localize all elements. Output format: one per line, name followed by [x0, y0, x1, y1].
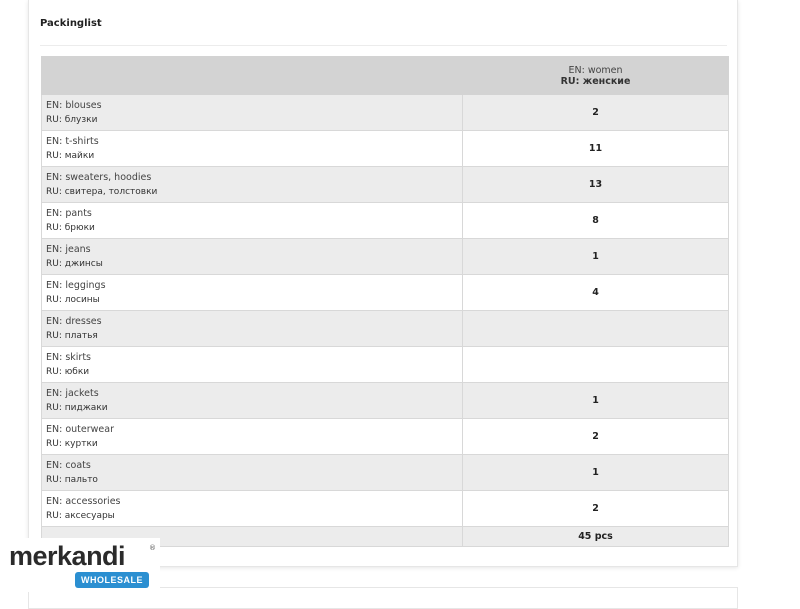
item-name-en: EN: outerwear — [46, 423, 114, 435]
item-name-ru: RU: джинсы — [46, 258, 103, 269]
header-women-cell — [463, 57, 729, 95]
item-name-ru: RU: аксесуары — [46, 510, 115, 521]
item-name-cell — [42, 311, 463, 347]
item-name-cell — [42, 239, 463, 275]
item-name-ru: RU: юбки — [46, 366, 90, 377]
table-row — [42, 491, 729, 527]
item-name-cell — [42, 95, 463, 131]
item-name-en: EN: pants — [46, 207, 92, 219]
merkandi-logo — [0, 538, 160, 592]
item-name-en: EN: coats — [46, 459, 91, 471]
item-quantity — [463, 347, 729, 383]
item-quantity: 4 — [463, 275, 729, 311]
item-quantity: 1 — [463, 383, 729, 419]
item-name-cell — [42, 383, 463, 419]
item-name-en: EN: leggings — [46, 279, 106, 291]
item-name-en: EN: dresses — [46, 315, 102, 327]
item-name-cell — [42, 131, 463, 167]
logo-registered-mark: ® — [149, 544, 156, 552]
table-row — [42, 311, 729, 347]
item-name-en: EN: blouses — [46, 99, 102, 111]
item-name-ru: RU: брюки — [46, 222, 95, 233]
logo-wordmark: merkandi — [9, 541, 126, 571]
item-name-cell — [42, 491, 463, 527]
item-name-cell — [42, 419, 463, 455]
table-row — [42, 275, 729, 311]
item-quantity: 11 — [463, 131, 729, 167]
item-name-ru: RU: лосины — [46, 294, 100, 305]
item-name-ru: RU: пиджаки — [46, 402, 108, 413]
item-name-en: EN: skirts — [46, 351, 91, 363]
packinglist-title: Packinglist — [40, 18, 102, 29]
title-divider — [40, 45, 727, 46]
item-quantity: 13 — [463, 167, 729, 203]
item-quantity: 1 — [463, 455, 729, 491]
item-quantity: 2 — [463, 491, 729, 527]
table-row — [42, 95, 729, 131]
item-quantity — [463, 311, 729, 347]
item-name-cell — [42, 203, 463, 239]
item-name-cell — [42, 167, 463, 203]
logo-wholesale-badge: WHOLESALE — [75, 572, 149, 588]
item-name-en: EN: sweaters, hoodies — [46, 171, 152, 183]
item-name-ru: RU: платья — [46, 330, 98, 341]
item-quantity: 2 — [463, 419, 729, 455]
table-row — [42, 239, 729, 275]
table-header-row — [42, 57, 729, 95]
item-quantity: 2 — [463, 95, 729, 131]
item-quantity: 1 — [463, 239, 729, 275]
item-name-cell — [42, 455, 463, 491]
header-en-label: EN: women — [568, 64, 623, 76]
table-row — [42, 131, 729, 167]
table-row — [42, 419, 729, 455]
table-row — [42, 167, 729, 203]
table-row — [42, 383, 729, 419]
packinglist-table — [41, 56, 729, 547]
item-name-ru: RU: куртки — [46, 438, 98, 449]
item-name-ru: RU: пальто — [46, 474, 98, 485]
item-name-cell — [42, 347, 463, 383]
item-name-cell — [42, 275, 463, 311]
item-name-en: EN: jeans — [46, 243, 91, 255]
header-ru-label: RU: женские — [560, 75, 631, 87]
table-row — [42, 455, 729, 491]
item-name-ru: RU: майки — [46, 150, 95, 161]
item-quantity: 8 — [463, 203, 729, 239]
item-name-en: EN: accessories — [46, 495, 121, 507]
item-name-en: EN: jackets — [46, 387, 99, 399]
table-row — [42, 347, 729, 383]
table-row — [42, 203, 729, 239]
total-value: 45 pcs — [463, 527, 729, 547]
packinglist-card — [28, 0, 738, 567]
item-name-ru: RU: блузки — [46, 114, 98, 125]
item-name-en: EN: t-shirts — [46, 135, 99, 147]
item-name-ru: RU: свитера, толстовки — [46, 186, 158, 197]
header-empty-cell — [42, 57, 463, 95]
